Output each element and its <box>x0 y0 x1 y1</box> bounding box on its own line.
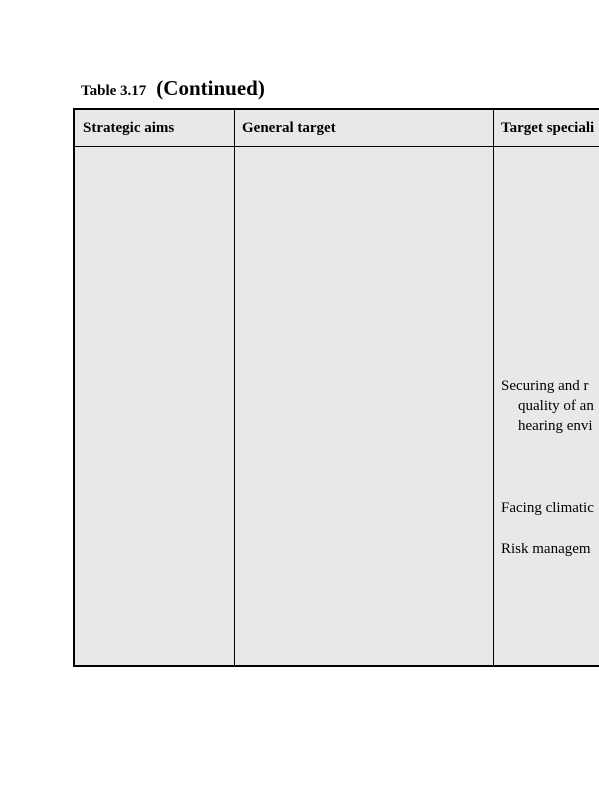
table-number: Table 3.17 <box>81 83 147 99</box>
table-caption <box>81 76 265 101</box>
table-cell-entry <box>501 539 591 559</box>
table-cell-entry <box>501 498 594 518</box>
table-cell-entry <box>501 376 594 436</box>
header-target-specialization: Target speciali <box>501 120 595 136</box>
table-header-row <box>75 110 599 147</box>
header-general-target: General target <box>242 120 336 136</box>
data-table <box>73 108 599 667</box>
header-strategic-aims: Strategic aims <box>83 120 175 136</box>
column-divider <box>493 110 494 665</box>
entry-line: Risk managem <box>501 541 591 557</box>
entry-line: Securing and r <box>501 378 589 394</box>
entry-line: hearing envi <box>518 418 593 434</box>
column-divider <box>234 110 235 665</box>
entry-line: quality of an <box>518 398 594 414</box>
continued-label: (Continued) <box>156 76 265 100</box>
entry-line: Facing climatic <box>501 500 594 516</box>
